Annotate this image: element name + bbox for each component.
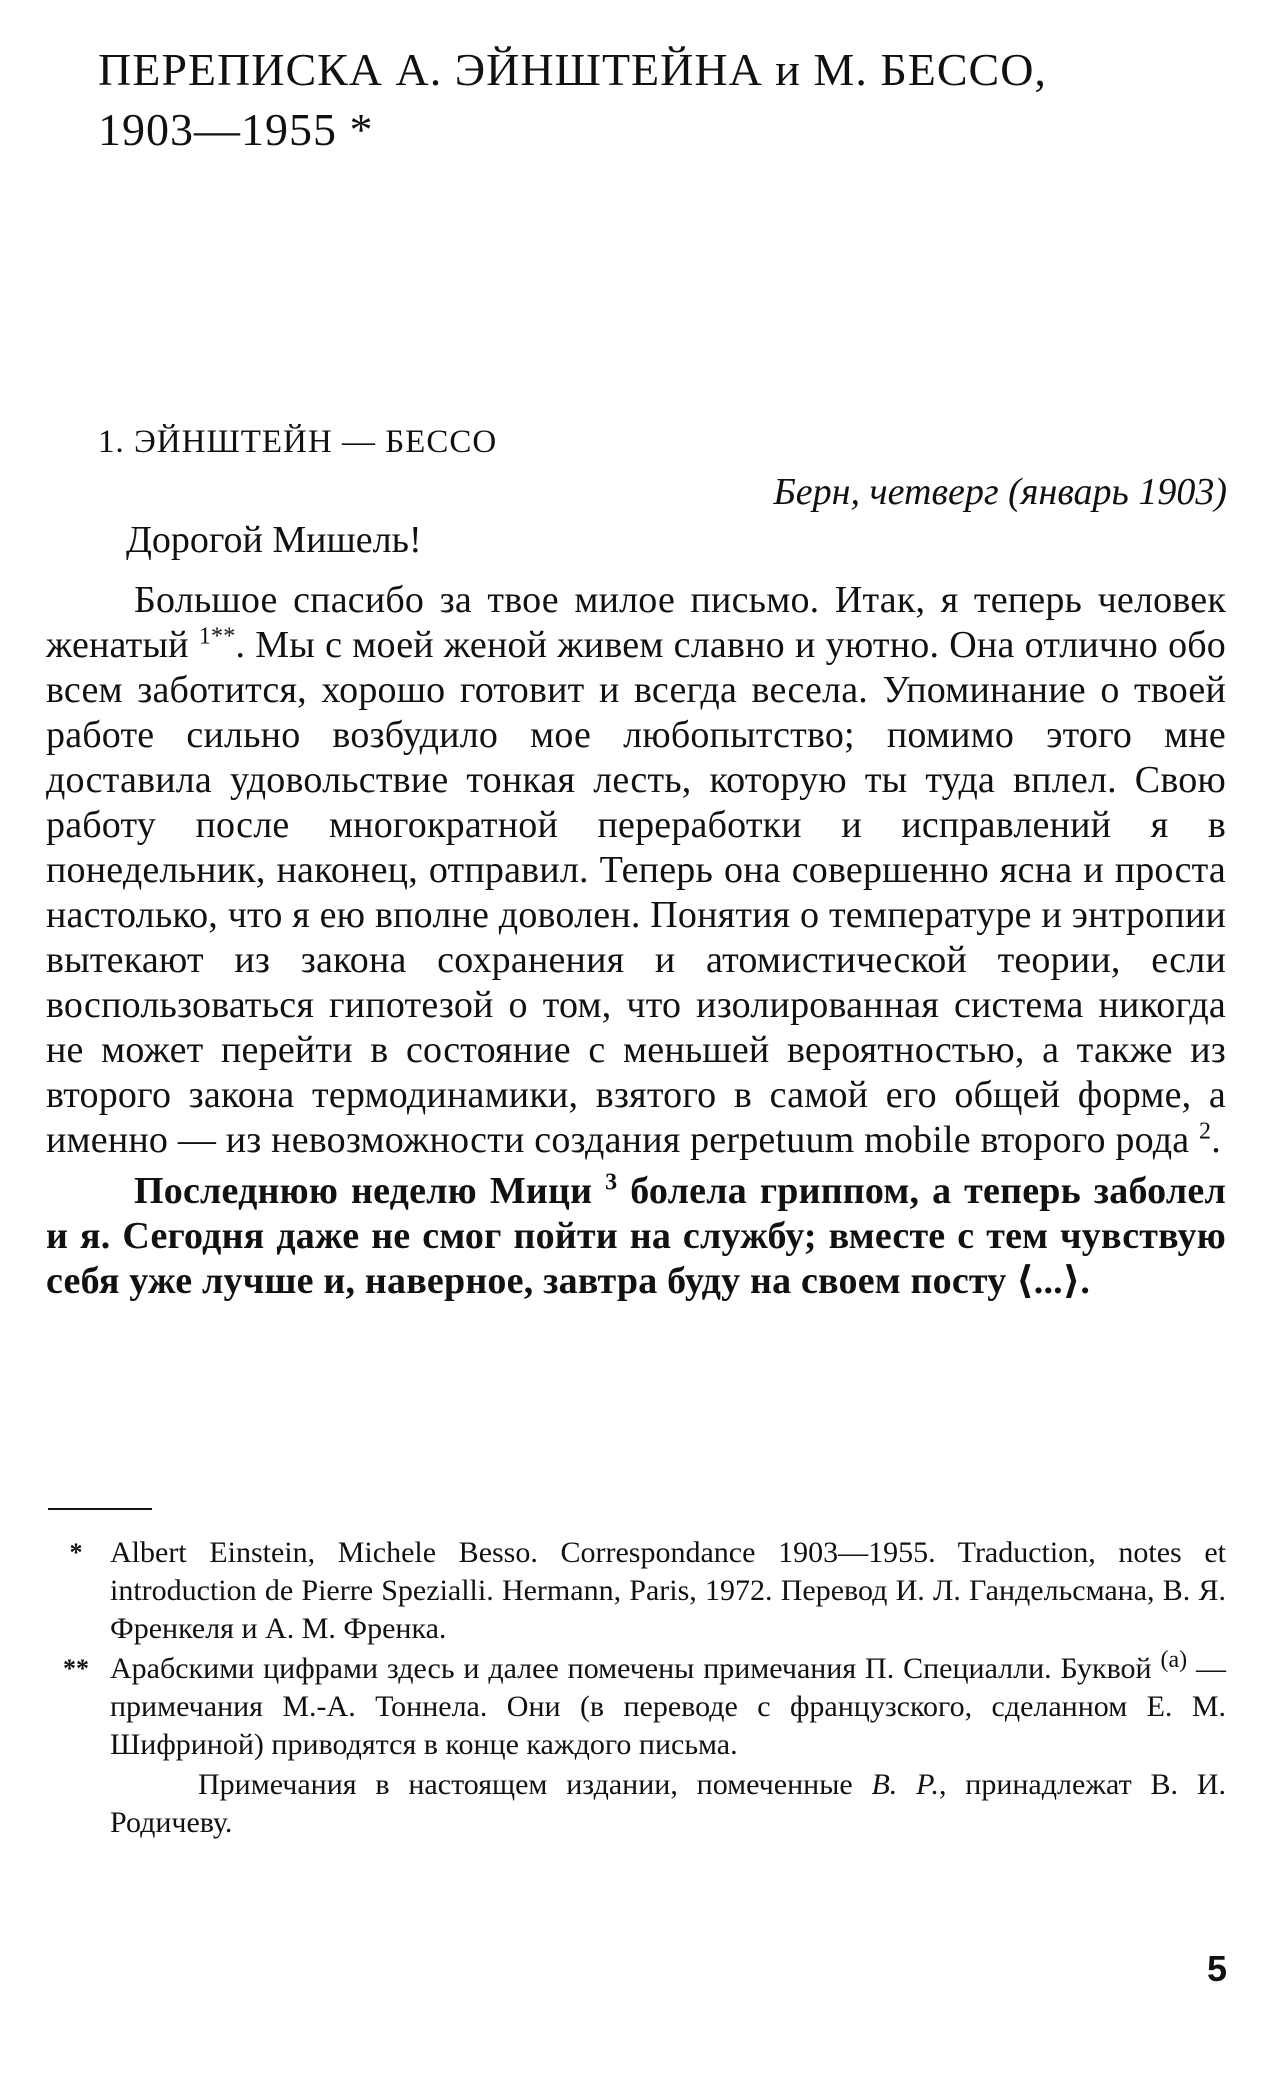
footnote-2 bbox=[46, 1647, 1227, 1764]
title-line-2: 1903—1955 * bbox=[98, 104, 374, 155]
editor-note bbox=[46, 1766, 1226, 1842]
letter-heading: 1. ЭЙНШТЕЙН — БЕССО bbox=[98, 424, 498, 460]
footnote-divider bbox=[48, 1508, 152, 1510]
footnotes bbox=[46, 1534, 1226, 1842]
footnote-1-mark: * bbox=[69, 1538, 83, 1567]
editor-note-text-b: , принадлежат В. И. Родичеву. bbox=[110, 1768, 1226, 1839]
paragraph-2-text-b: болела гриппом, а теперь заболел и я. Сегодня даже не смог пойти на службу; вместе с тем чувствую себя уже лучше и, наверное, завтра буду на своем посту ⟨...⟩. bbox=[46, 1170, 1226, 1302]
title-line-1: ПЕРЕПИСКА А. ЭЙНШТЕЙНА и М. БЕССО, bbox=[98, 44, 1047, 95]
page-title bbox=[98, 40, 1198, 160]
footnote-ref-1: 1** bbox=[198, 623, 236, 650]
paragraph-1-text-c: . bbox=[1211, 1119, 1221, 1161]
footnote-1 bbox=[46, 1534, 1226, 1648]
editor-note-text-a: Примечания в настоящем издании, помеченные bbox=[198, 1768, 872, 1801]
paragraph-1 bbox=[46, 578, 1226, 1163]
footnote-ref-3: 3 bbox=[605, 1169, 618, 1196]
footnote-2-mark: ** bbox=[63, 1654, 89, 1683]
paragraph-2-text-a: Последнюю неделю Мици bbox=[134, 1170, 606, 1212]
paragraph-2 bbox=[46, 1169, 1226, 1304]
footnote-2-text-a: Арабскими цифрами здесь и далее помечены примечания П. Специалли. Буквой bbox=[110, 1652, 1161, 1685]
letter-salutation: Дорогой Мишель! bbox=[126, 519, 422, 561]
footnote-1-text: Albert Einstein, Michele Besso. Correspondance 1903—1955. Traduction, notes et introduction de Pierre Spezialli. Hermann, Paris, 1972. Перевод И. Л. Гандельсмана, В. Я. Френкеля и А. М. Френка. bbox=[110, 1536, 1226, 1645]
letter-body bbox=[46, 578, 1226, 1310]
paragraph-1-text-b: . Мы с моей женой живем славно и уютно. Она отлично обо всем заботится, хорошо готовит и всегда весела. Упоминание о твоей работе сильно возбудило мое любопытство; помимо этого мне доставила удовольствие тонкая лесть, которую ты туда вплел. Свою работу после многократной переработки и исправлений я в понедельник, наконец, отправил. Теперь она совершенно ясна и проста настолько, что я ею вполне доволен. Понятия о температуре и энтропии вытекают из закона сохранения и атомистической теории, если воспользоваться гипотезой о том, что изолированная система никогда не может перейти в состояние с меньшей вероятностью, а также из второго закона термодинамики, взятого в самой его общей форме, а именно — из невозможности создания perpetuum mobile второго рода bbox=[46, 624, 1227, 1161]
footnote-2-ref: (a) bbox=[1160, 1647, 1188, 1673]
editor-note-initials: В. Р. bbox=[871, 1768, 939, 1801]
footnote-ref-2: 2 bbox=[1199, 1118, 1212, 1145]
paragraph-1-text-a: Большое спасибо за твое милое письмо. Итак, я теперь человек женатый bbox=[46, 579, 1226, 666]
page-number: 5 bbox=[1206, 1948, 1227, 1989]
footnote-2-text-b: — примечания М.-А. Тоннела. Они (в переводе с французского, сделанном Е. М. Шифриной) приводятся в конце каждого письма. bbox=[110, 1652, 1227, 1761]
letter-dateline: Берн, четверг (январь 1903) bbox=[773, 471, 1227, 513]
